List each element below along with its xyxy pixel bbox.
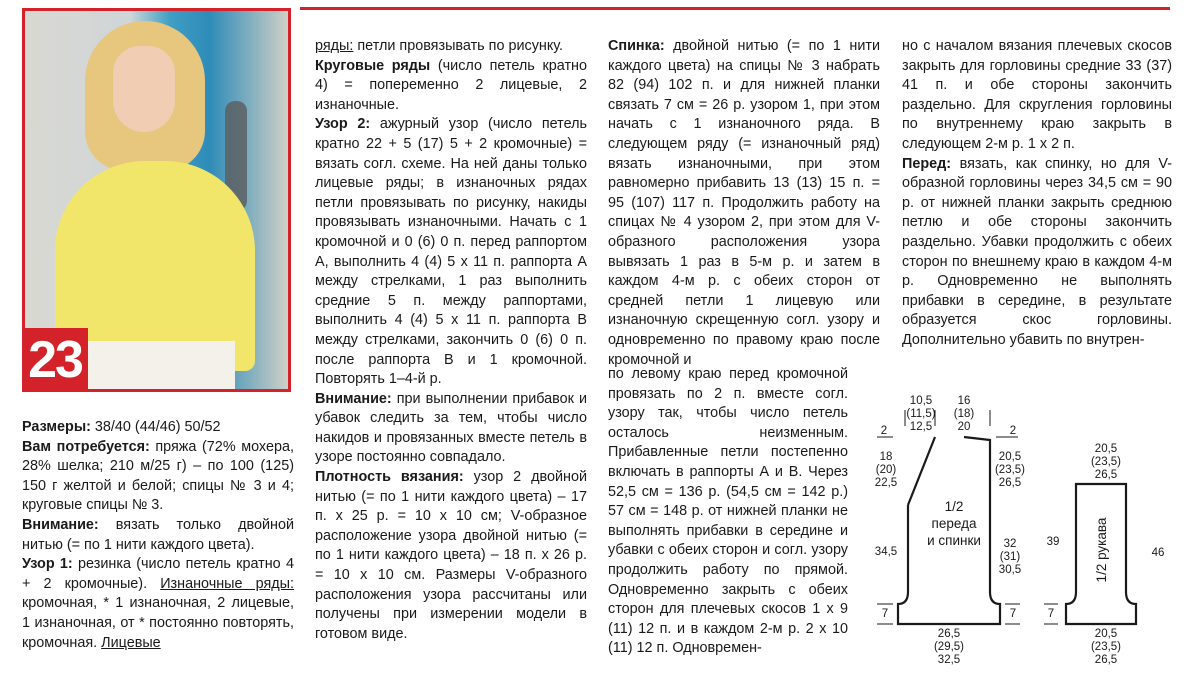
sleeve-left-height: 39 — [1046, 536, 1060, 548]
front-label: Перед: — [902, 155, 952, 172]
pattern1-rest: кромочная, * 1 изнаночная, 2 лицевые, 1 изнаночная, от * постоянно повторять, кромочная. — [22, 595, 294, 651]
body-label-3: и спинки — [927, 533, 981, 548]
neck-text: но с началом вязания плечевых скосов закрыть для горловины средние 33 (37) 41 п. и обе стороны закончить раздельно. Для скругления горловины по внутреннему краю закрыть в следующем 2-м р. 1 х 2 п. — [902, 38, 1172, 152]
sleeve-rib-height: 7 — [1047, 608, 1055, 620]
attention-label: Внимание: — [22, 516, 99, 533]
back-label: Спинка: — [608, 38, 665, 54]
attention2-value: при выполнении прибавок и убавок следить за тем, чтобы число накидов и провязанных вместе петель в узоре постоянно совпадало. — [315, 390, 587, 466]
gauge-value: узор 2 двойной нитью (= по 1 нити каждого цвета) – 17 п. х 25 р. = 10 х 10 см; V-образное расположение узора двойной нитью (= по 1 нити каждого цвета) – 18 п. х 26 р. = 10 х 10 см. Размеры V-образного расположения узора рассчитаны или получены при измерении модели в готовом виде. — [315, 469, 587, 642]
sleeve-bottom-1: 20,5 — [1094, 628, 1118, 640]
pattern2-value: ажурный узор (число петель кратно 22 + 5 (17) 5 + 2 кромочные) = вязать согл. схеме. На ней даны только лицевые ряды; в изнаночных рядах петли провязывать по рисунку, накиды провязывать изнаночными. Начать с 1 кромочной и 0 (6) 0 п. перед раппортом А, выполнить 4 (4) 5 х 11 п. раппорта А между стрелками, 1 раз выполнить средние 5 п. между раппортами, выполнить 4 (4) 5 х 11 п. раппорта В между стрелками, закончить 0 (6) 0 п. после раппорта В и 1 кромочной. Повторять 1–4-й р. — [315, 116, 588, 388]
side-length-1: 32 — [1003, 538, 1017, 550]
sleeve-right-height: 46 — [1151, 547, 1165, 559]
right-depth-3: 26,5 — [998, 477, 1022, 489]
knit-rows-cont: ряды: — [315, 38, 354, 54]
neck-drop-right: 2 — [1009, 425, 1017, 437]
model-number-badge: 23 — [22, 328, 88, 392]
body-left-length: 34,5 — [874, 546, 898, 558]
body-label-2: переда — [931, 516, 977, 531]
side-length-3: 30,5 — [998, 564, 1022, 576]
knit-rows-label: Лицевые — [101, 634, 161, 651]
attention-value: вязать только двойной нитью (= по 1 нити каждого цвета). — [22, 516, 294, 553]
attention2-label: Внимание: — [315, 390, 392, 407]
body-label-1: 1/2 — [944, 499, 964, 514]
purl-rows-label: Изнаночные ряды: — [160, 575, 294, 592]
side-length-2: (31) — [999, 551, 1021, 563]
right-depth-1: 20,5 — [998, 451, 1022, 463]
pattern1-value: резинка (число петель кратно 4 + 2 кромочные). — [22, 556, 295, 592]
sleeve-bottom-2: (23,5) — [1090, 641, 1122, 653]
neck-width-2: (11,5) — [906, 408, 936, 420]
pattern2-label: Узор 2: — [315, 116, 371, 133]
knit-rows-text: петли провязывать по рисунку. — [353, 38, 564, 54]
left-depth-1: 18 — [879, 451, 893, 463]
materials-label: Вам потребуется: — [22, 438, 150, 455]
sleeve-bottom-3: 26,5 — [1094, 654, 1118, 666]
shoulder-width-3: 20 — [957, 421, 971, 433]
bottom-width-1: 26,5 — [937, 628, 961, 640]
gauge-label: Плотность вязания: — [315, 469, 464, 486]
circular-rows-label: Круговые ряды — [315, 57, 431, 74]
left-depth-2: (20) — [875, 464, 897, 476]
rib-right-height: 7 — [1009, 608, 1017, 620]
bottom-width-3: 32,5 — [937, 654, 961, 666]
sleeve-top-3: 26,5 — [1094, 469, 1118, 481]
back-continued: по левому краю перед кромочной провязать по 2 п. вместе согл. узору так, чтобы число петель осталось неизменным. Прибавленные петли постепенно включать в раппорты А и В. Через 52,5 см = 136 р. (54,5 см = 142 р.) 57 см = 148 р. от нижней планки не выполнять прибавки в середине и убавки с обеих сторон и согл. узору продолжить работу по прямой. Одновременно закрыть с обеих сторон для плечевых скосов 1 х 9 (11) 12 п. и в каждом 2-м р. 2 х 10 (11) 12 п. Одновремен- — [608, 366, 848, 657]
circular-rows-value: (число петель кратно 4) = попеременно 2 лицевые, 2 изнаночные. — [315, 57, 587, 113]
left-depth-3: 22,5 — [874, 477, 898, 489]
back-value: двойной нитью (= по 1 нити каждого цвета) на спицы № 3 набрать 82 (94) 102 п. и для нижней планки связать 7 см = 26 р. узором 1, при этом начать с 1 изнаночного ряда. В следующем ряду (= изнаночный ряд) вязать изнаночными, при этом равномерно прибавить 13 (13) 15 п. = 95 (107) 117 п. Продолжить работу на спицах № 4 узором 2, при этом для V-образного расположения узора вывязать 1 раз в 5-м р. и затем в каждом 4-м р. с обеих сторон от средней петли 1 лицевую или изнаночную скрещенную согл. узору и одновременно по правому краю после кромочной и — [608, 38, 880, 368]
sizes-value: 38/40 (44/46) 50/52 — [90, 419, 221, 435]
front-value: вязать, как спинку, но для V-образной горловины через 34,5 см = 90 р. от нижней планки закрыть среднюю петлю и обе стороны закончить раздельно. Убавки продолжить с обеих сторон по внешнему краю в каждом 4-м р. Одновременно не выполнять прибавки в середине, в результате образуется скос горловины. Дополнительно убавить по внутрен- — [902, 155, 1172, 348]
sleeve-top-2: (23,5) — [1090, 456, 1122, 468]
right-depth-2: (23,5) — [994, 464, 1026, 476]
neck-width-3: 12,5 — [909, 421, 933, 433]
sizes-label: Размеры: — [22, 419, 91, 435]
sleeve-label: 1/2 рукава — [1094, 517, 1109, 583]
neck-drop-left: 2 — [880, 425, 888, 437]
bottom-width-2: (29,5) — [933, 641, 965, 653]
shoulder-width-2: (18) — [953, 408, 975, 420]
rib-left-height: 7 — [881, 608, 889, 620]
materials-value: пряжа (72% мохера, 28% шелка; 210 м/25 г) – по 100 (125) 150 г желтой и белой; спицы № 3 и 4; круговые спицы № 3. — [22, 438, 294, 514]
shoulder-width-1: 16 — [957, 395, 971, 407]
neck-width-1: 10,5 — [909, 395, 933, 407]
sleeve-top-1: 20,5 — [1094, 443, 1118, 455]
pattern1-label: Узор 1: — [22, 556, 73, 573]
